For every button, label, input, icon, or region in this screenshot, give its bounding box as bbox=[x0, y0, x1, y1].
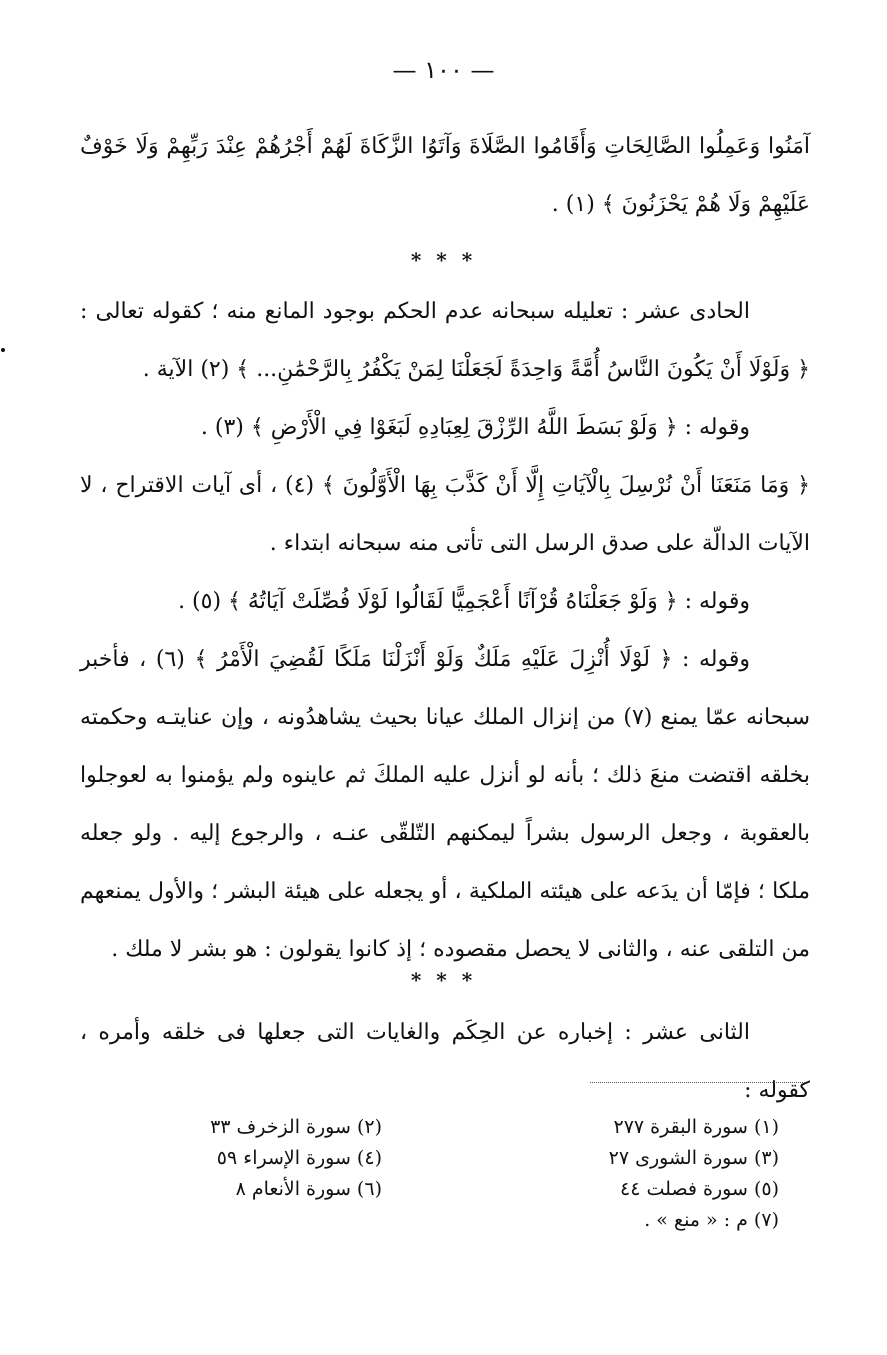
paragraph: ﴿ وَمَا مَنَعَنَا أَنْ نُرْسِلَ بِالْآيَاتِ إِلَّا أَنْ كَذَّبَ بِهَا الْأَوَّلُونَ ﴾ (٤) ، أى آيات الاقتراح ، لا الآيات الدالّة على صدق الرسل التى تأتى منه سبحانه ابتداء . bbox=[80, 473, 810, 556]
margin-mark bbox=[1, 348, 5, 352]
verse-continuation bbox=[80, 118, 810, 234]
paragraph: وقوله : ﴿ وَلَوْ بَسَطَ اللَّهُ الرِّزْقَ لِعِبَادِهِ لَبَغَوْا فِي الْأَرْضِ ﴾ (٣) . bbox=[200, 415, 750, 440]
paragraph: وقوله : ﴿ لَوْلَا أُنْزِلَ عَلَيْهِ مَلَكٌ وَلَوْ أَنْزَلْنَا مَلَكًا لَقُضِيَ الْأَمْرُ ﴾ (٦) ، فأخبر سبحانه عمّا يمنع (٧) من إنزال الملك عيانا بحيث يشاهدُونه ، وإن عنايتـه وحكمته بخلقه اقتضت منعَ ذلك ؛ بأنه لو أنزل عليه الملكَ ثم عاينوه ولم يؤمنوا به لعوجلوا بالعقوبة ، وجعل الرسول بشراً ليمكنهم التّلقّى عنـه ، والرجوع إليه . ولو جعله ملكا ؛ فإمّا أن يدَعه على هيئته الملكية ، أو يجعله على هيئة البشر ؛ والأول يمنعهم من التلقى عنه ، والثانى لا يحصل مقصوده ؛ إذ كانوا يقولون : هو بشر لا ملك . bbox=[80, 647, 810, 962]
paragraph: الثانى عشر : إخباره عن الحِكَم والغايات التى جعلها فى خلقه وأمره ، كقوله : bbox=[80, 1020, 810, 1103]
section-separator: * * * bbox=[410, 968, 477, 992]
page-number: — ١٠٠ — bbox=[392, 56, 495, 84]
footnote: (٢) سورة الزخرف ٣٣ bbox=[210, 1116, 382, 1138]
section-twelfth bbox=[80, 1004, 810, 1120]
paragraph: الحادى عشر : تعليله سبحانه عدم الحكم بوجود المانع منه ؛ كقوله تعالى : ﴿ وَلَوْلَا أَنْ يَكُونَ النَّاسُ أُمَّةً وَاحِدَةً لَجَعَلْنَا لِمَنْ يَكْفُرُ بِالرَّحْمَٰنِ... ﴾ (٢) الآية . bbox=[80, 299, 810, 382]
footnote: (٦) سورة الأنعام ٨ bbox=[235, 1178, 382, 1200]
footnote-divider bbox=[590, 1082, 805, 1083]
footnote: (٥) سورة فصلت ٤٤ bbox=[620, 1178, 779, 1200]
section-eleventh bbox=[80, 283, 810, 979]
footnote: (٤) سورة الإسراء ٥٩ bbox=[216, 1147, 382, 1169]
paragraph: آمَنُوا وَعَمِلُوا الصَّالِحَاتِ وَأَقَامُوا الصَّلَاةَ وَآتَوُا الزَّكَاةَ لَهُمْ أَجْرُهُمْ عِنْدَ رَبِّهِمْ وَلَا خَوْفٌ عَلَيْهِمْ وَلَا هُمْ يَحْزَنُونَ ﴾ (١) . bbox=[80, 134, 810, 217]
section-separator: * * * bbox=[410, 248, 477, 272]
footnotes-right-column bbox=[539, 1112, 779, 1236]
footnotes-left-column bbox=[142, 1112, 382, 1205]
footnote: (١) سورة البقرة ٢٧٧ bbox=[613, 1116, 779, 1138]
footnote: (٣) سورة الشورى ٢٧ bbox=[608, 1147, 779, 1169]
paragraph: وقوله : ﴿ وَلَوْ جَعَلْنَاهُ قُرْآنًا أَعْجَمِيًّا لَقَالُوا لَوْلَا فُصِّلَتْ آيَاتُهُ ﴾ (٥) . bbox=[178, 589, 750, 614]
footnote: (٧) م : « منع » . bbox=[644, 1209, 779, 1231]
